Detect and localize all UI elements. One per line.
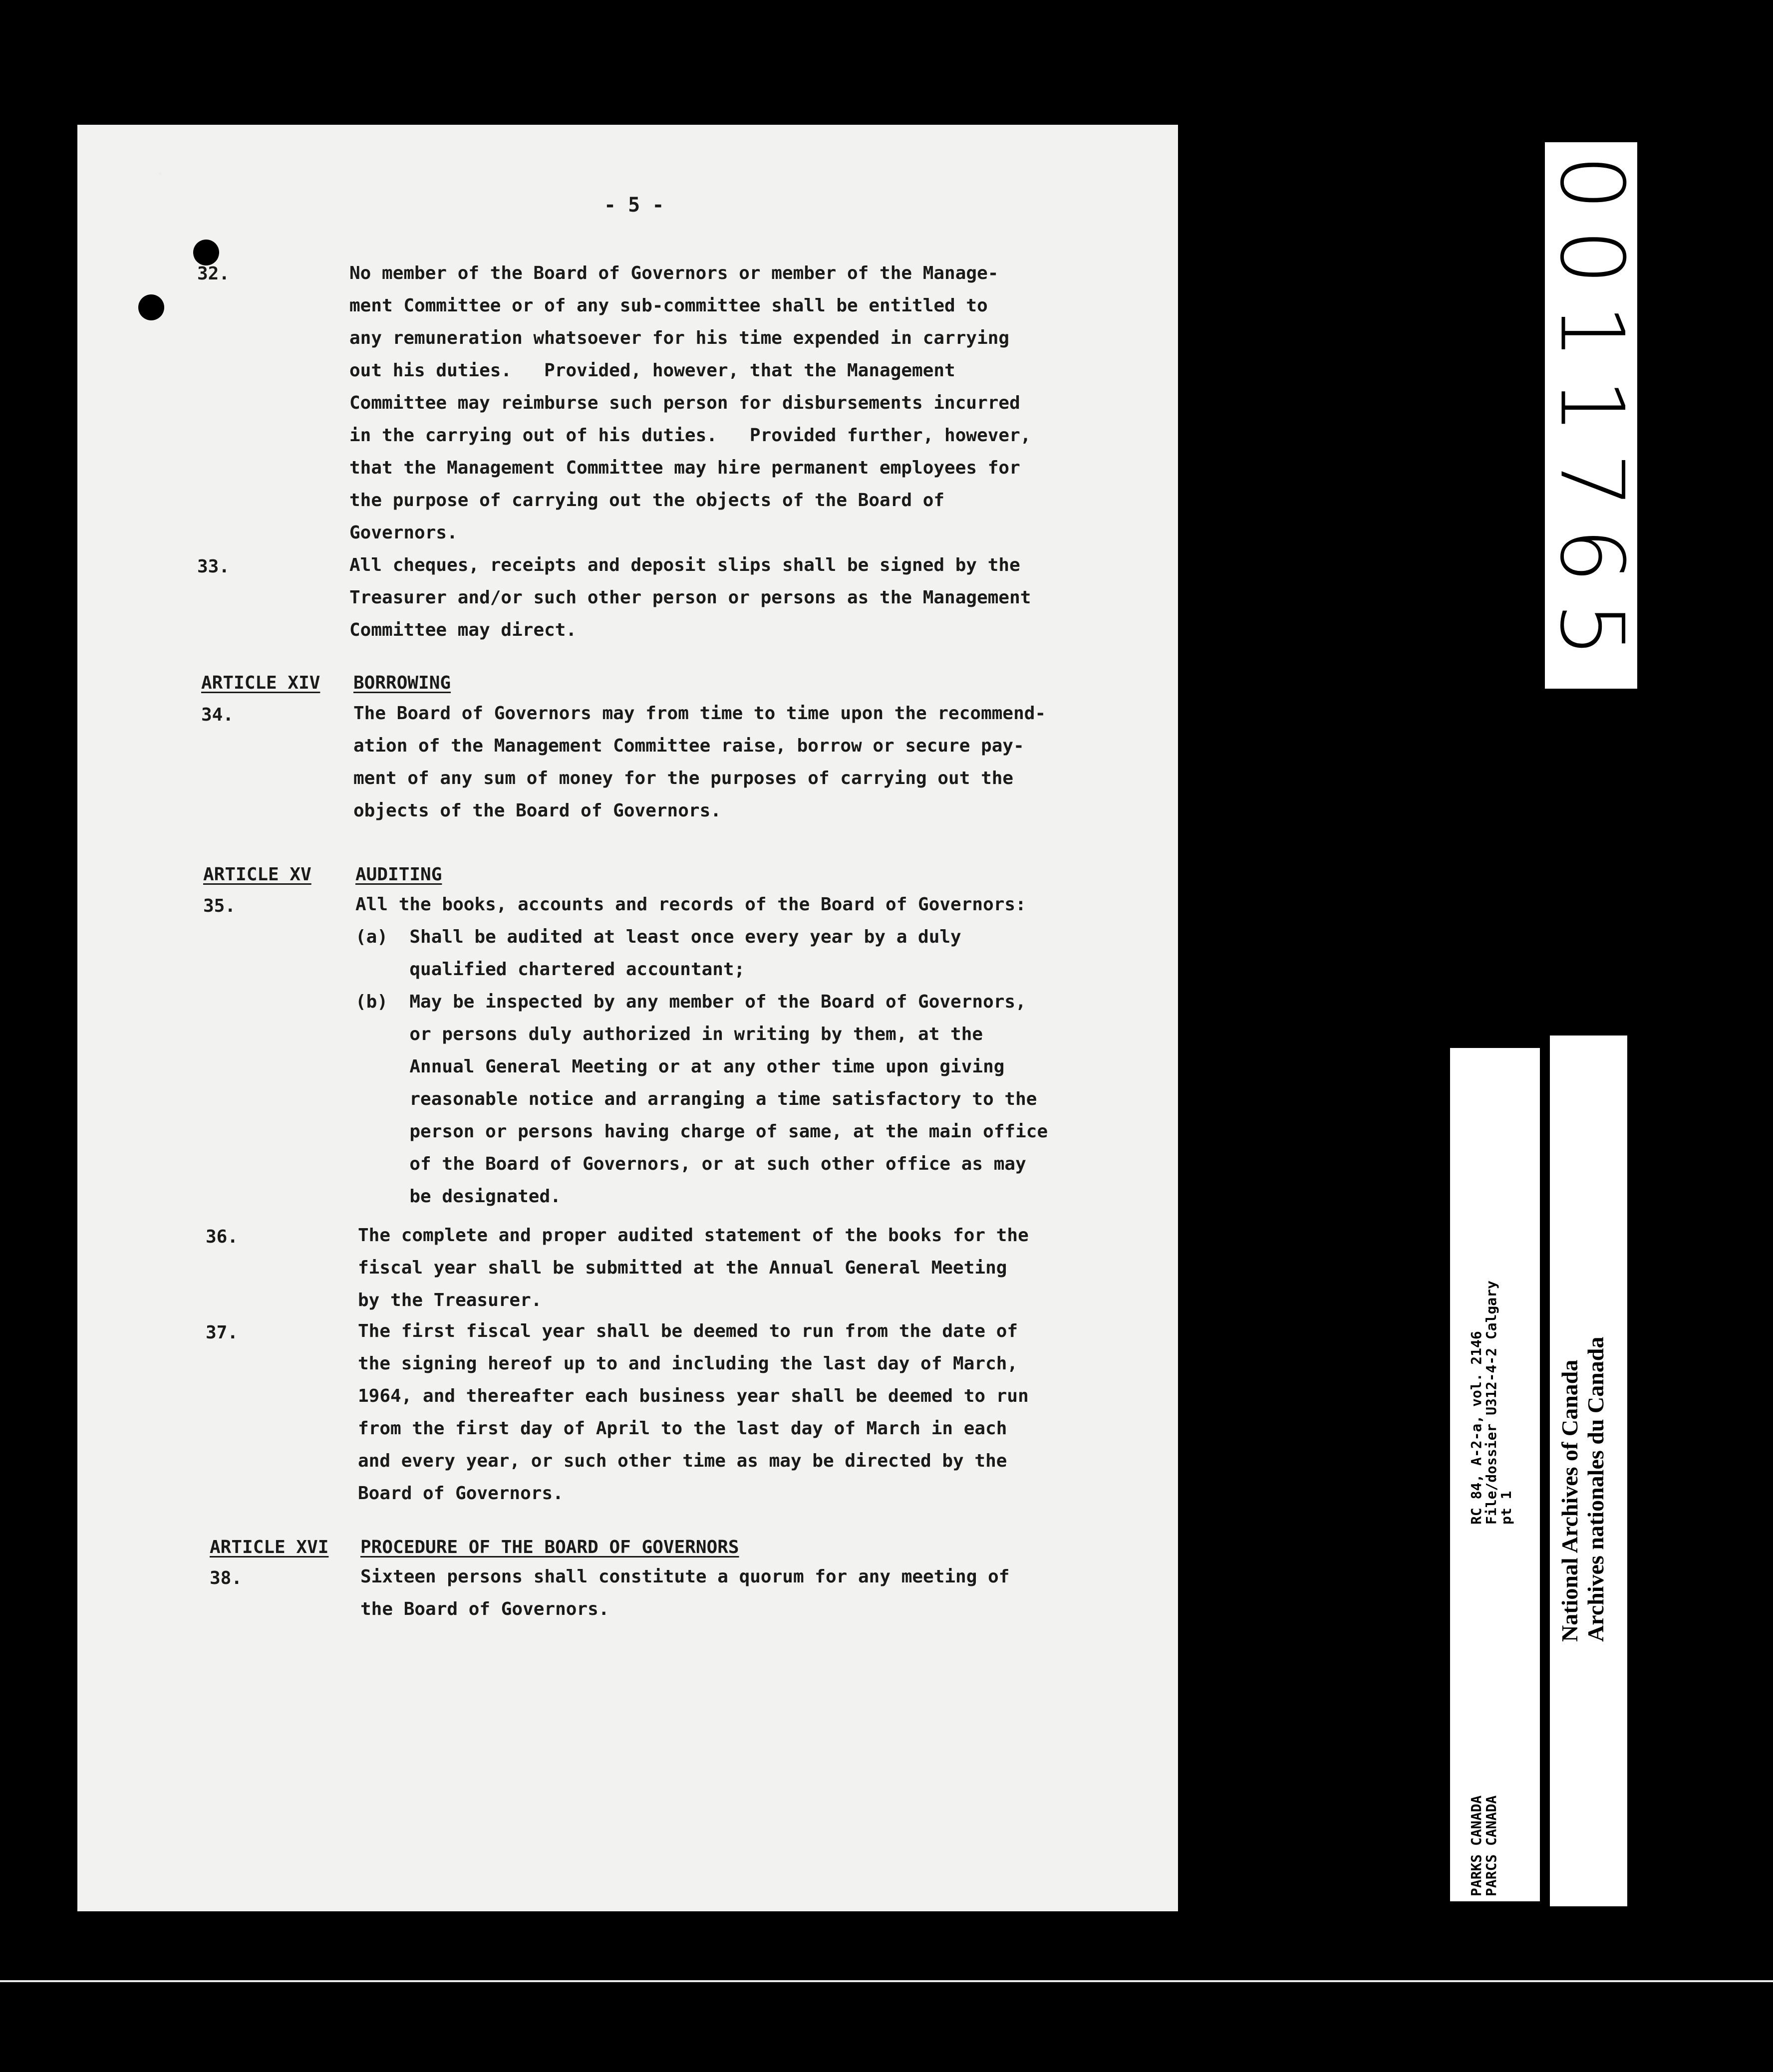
article-xvi-label: ARTICLE XVI	[210, 1537, 329, 1557]
section-37-line: 1964, and thereafter each business year shall be deemed to run	[358, 1386, 1029, 1406]
section-32-line: Committee may reimburse such person for disbursements incurred	[349, 393, 1020, 413]
section-35-line: All the books, accounts and records of the Board of Governors:	[355, 894, 1026, 915]
section-number-35: 35.	[203, 896, 236, 916]
section-33-line: Committee may direct.	[349, 620, 577, 640]
article-xv-title: AUDITING	[355, 864, 442, 885]
section-35-line: Annual General Meeting or at any other time upon giving	[355, 1056, 1005, 1077]
section-38-line: the Board of Governors.	[360, 1599, 609, 1619]
section-33-line: Treasurer and/or such other person or persons as the Management	[349, 587, 1031, 608]
section-33-text	[349, 549, 1031, 646]
article-xvi-title: PROCEDURE OF THE BOARD OF GOVERNORS	[360, 1537, 739, 1557]
punch-hole-bottom	[138, 294, 164, 320]
archives-label: National Archives of Canada Archives nationales du Canada	[1557, 1336, 1608, 1642]
article-xv-label: ARTICLE XV	[203, 864, 311, 885]
page-number: - 5 -	[604, 194, 664, 217]
section-36-line: by the Treasurer.	[358, 1290, 542, 1310]
section-32-line: out his duties. Provided, however, that the Management	[349, 360, 955, 381]
section-35-line: or persons duly authorized in writing by them, at the	[355, 1024, 983, 1044]
frame-number-strip	[1540, 142, 1642, 689]
section-number-38: 38.	[210, 1568, 243, 1588]
section-number-36: 36.	[206, 1227, 239, 1247]
section-33-line: All cheques, receipts and deposit slips shall be signed by the	[349, 555, 1020, 575]
section-37-line: the signing hereof up to and including the last day of March,	[358, 1353, 1018, 1374]
section-32-line: the purpose of carrying out the objects of the Board of	[349, 490, 945, 511]
section-32-text	[349, 257, 1031, 549]
section-34-line: ation of the Management Committee raise, borrow or secure pay-	[353, 736, 1024, 756]
parks-canada-stamp: PARKS CANADA PARCS CANADA	[1468, 1795, 1499, 1896]
section-34-text	[353, 697, 1046, 827]
section-38-line: Sixteen persons shall constitute a quorum for any meeting of	[360, 1566, 1010, 1587]
section-35-line: be designated.	[355, 1186, 561, 1207]
section-35-line: reasonable notice and arranging a time satisfactory to the	[355, 1089, 1037, 1109]
section-number-37: 37.	[206, 1322, 239, 1343]
section-38-text	[360, 1560, 1009, 1625]
archives-strip	[1550, 1036, 1627, 1906]
section-35-text	[355, 888, 1048, 1213]
document-page	[77, 125, 1178, 1911]
section-37-line: and every year, or such other time as may be directed by the	[358, 1451, 1007, 1471]
section-34-line: The Board of Governors may from time to time upon the recommend-	[353, 703, 1046, 724]
section-32-line: any remuneration whatsoever for his time expended in carrying	[349, 328, 1010, 348]
film-edge-line	[0, 1980, 1773, 1982]
punch-hole-top	[193, 240, 219, 265]
section-36-line: The complete and proper audited statement of the books for the	[358, 1225, 1029, 1246]
frame-number: 0011765	[1540, 154, 1642, 677]
film-speck	[159, 172, 162, 175]
section-34-line: objects of the Board of Governors.	[353, 800, 721, 821]
section-36-line: fiscal year shall be submitted at the Annual General Meeting	[358, 1258, 1007, 1278]
section-37-text	[358, 1315, 1029, 1510]
section-35-line: person or persons having charge of same, at the main office	[355, 1121, 1048, 1142]
rc-reference-strip	[1450, 1048, 1540, 1901]
section-32-line: in the carrying out of his duties. Provided further, however,	[349, 425, 1031, 446]
section-number-33: 33.	[197, 556, 230, 577]
section-34-line: ment of any sum of money for the purposes of carrying out the	[353, 768, 1014, 788]
section-32-line: that the Management Committee may hire permanent employees for	[349, 458, 1020, 478]
section-37-line: The first fiscal year shall be deemed to run from the date of	[358, 1321, 1018, 1341]
article-xiv-title: BORROWING	[353, 673, 451, 693]
section-37-line: Board of Governors.	[358, 1483, 564, 1504]
rc-reference: RC 84, A-2-a, vol. 2146 File/dossier U312-4-2 Calgary pt 1	[1468, 1281, 1514, 1525]
section-37-line: from the first day of April to the last day of March in each	[358, 1418, 1007, 1439]
section-32-line: Governors.	[349, 522, 458, 543]
section-number-34: 34.	[201, 705, 234, 725]
section-36-text	[358, 1219, 1029, 1316]
article-xiv-label: ARTICLE XIV	[201, 673, 320, 693]
section-32-line: No member of the Board of Governors or member of the Manage-	[349, 263, 999, 283]
section-35-line: qualified chartered accountant;	[355, 959, 745, 980]
section-35-line: (b) May be inspected by any member of the Board of Governors,	[355, 992, 1026, 1012]
section-number-32: 32.	[197, 263, 230, 284]
section-35-line: (a) Shall be audited at least once every year by a duly	[355, 927, 961, 947]
section-32-line: ment Committee or of any sub-committee shall be entitled to	[349, 295, 988, 316]
section-35-line: of the Board of Governors, or at such other office as may	[355, 1154, 1026, 1174]
